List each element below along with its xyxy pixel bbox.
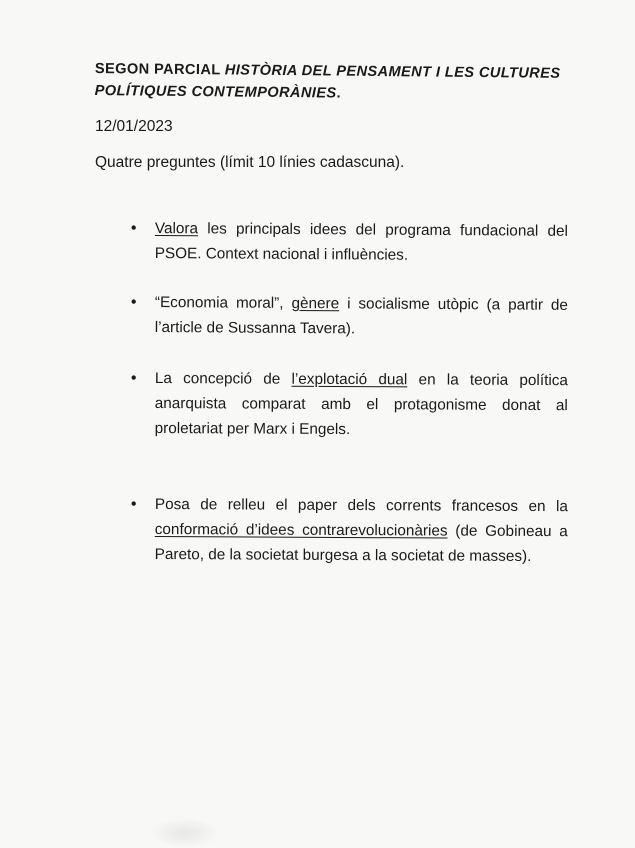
paper-smudge (150, 818, 220, 848)
question-2 (130, 290, 568, 343)
question-3-keyword: l’explotació dual (291, 370, 408, 389)
bullet-icon: • (130, 369, 137, 387)
exam-instructions: Quatre preguntes (límit 10 línies cadascuna). (95, 154, 405, 171)
exam-title (95, 58, 565, 107)
bullet-icon: • (130, 219, 137, 237)
question-1 (130, 216, 568, 269)
question-4 (130, 492, 568, 569)
question-4-text: (de Gobineau a Pareto, de la societat burgesa a la societat de masses). (154, 522, 568, 565)
question-1-text: les principals idees del programa fundacional del PSOE. Context nacional i influències. (154, 220, 568, 264)
question-2-text: i socialisme utòpic (a partir de l’article de Sussanna Tavera). (154, 295, 568, 338)
bullet-icon: • (130, 293, 137, 311)
exam-date: 12/01/2023 (95, 118, 173, 135)
title-end: . (336, 85, 342, 102)
question-2-keyword: gènere (291, 294, 340, 313)
question-4-lead: Posa de relleu el paper dels corrents francesos en la (154, 495, 568, 516)
question-1-keyword: Valora (154, 219, 199, 238)
title-course: HISTÒRIA DEL PENSAMENT I LES CULTURES POLÍTIQUES CONTEMPORÀNIES (94, 62, 561, 102)
question-4-keyword: conformació d’idees contrarevolucionàries (154, 520, 448, 540)
bullet-icon: • (130, 495, 137, 513)
question-3 (130, 366, 568, 443)
question-3-text: en la teoria política anarquista comparat amb el protagonisme donat al proletariat per Marx i Engels. (154, 371, 568, 439)
question-3-lead: La concepció de (154, 369, 292, 388)
question-2-lead: “Economia moral”, (154, 293, 292, 312)
title-plain: SEGON PARCIAL (94, 60, 221, 79)
